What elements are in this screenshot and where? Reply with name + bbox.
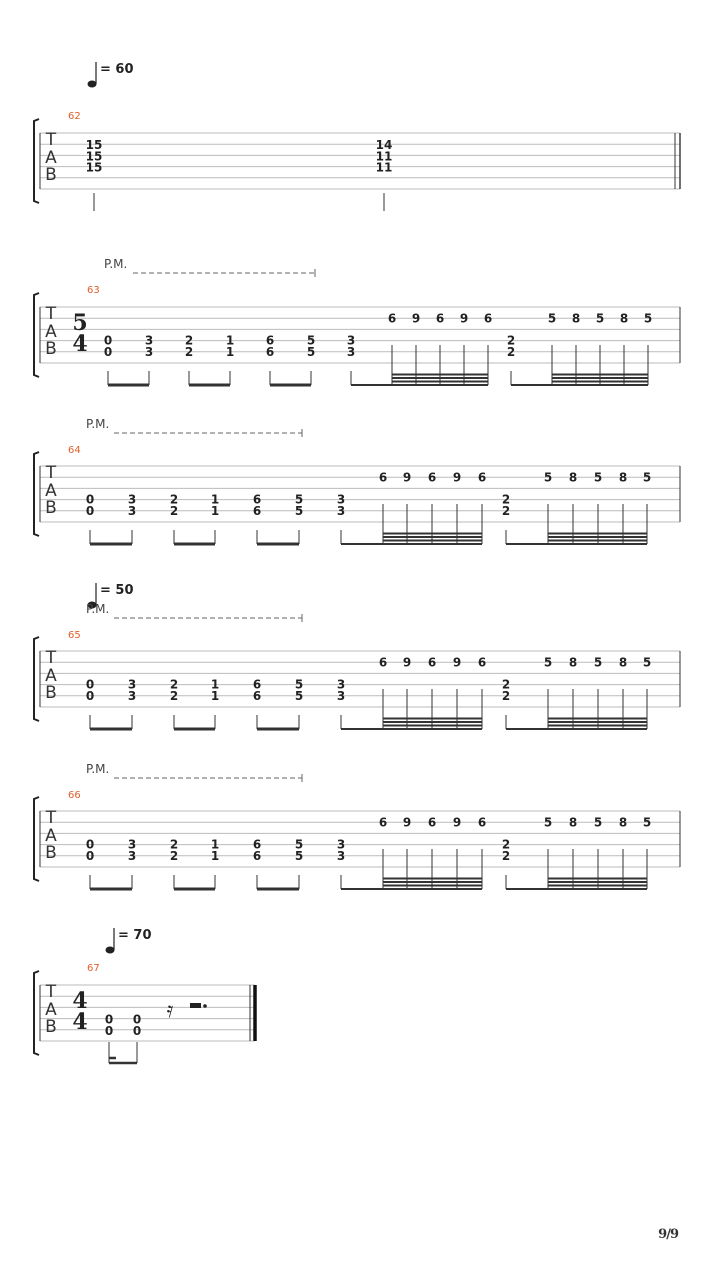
time-signature-bottom: 4 [72,1009,88,1035]
fret-number: 9 [459,311,469,326]
tab-clef-t: T [45,982,57,1002]
fret-number: 1 [210,677,220,692]
tab-clef-t: T [45,648,57,668]
tab-clef-b: B [45,498,57,518]
fret-number: 9 [452,815,462,830]
fret-number: 15 [85,160,103,175]
fret-number: 0 [104,1012,114,1027]
fret-number: 0 [132,1012,142,1027]
fret-number: 9 [411,311,421,326]
fret-number: 6 [378,470,388,485]
fret-number: 5 [294,503,304,518]
fret-number: 3 [346,344,356,359]
fret-number: 5 [595,311,605,326]
measure-number: 64 [68,445,81,456]
fret-number: 9 [452,655,462,670]
fret-number: 2 [501,492,511,507]
fret-number: 9 [452,470,462,485]
fret-number: 6 [378,655,388,670]
fret-number: 6 [477,815,487,830]
fret-number: 9 [402,815,412,830]
fret-number: 6 [477,655,487,670]
system-bracket [34,637,39,721]
tab-clef-t: T [45,130,57,150]
time-signature-top: 4 [72,988,88,1014]
fret-number: 2 [169,677,179,692]
fret-number: 8 [568,655,578,670]
fret-number: 2 [169,688,179,703]
fret-number: 6 [265,333,275,348]
fret-number: 3 [346,333,356,348]
fret-number: 8 [571,311,581,326]
fret-number: 8 [619,311,629,326]
fret-number: 5 [543,470,553,485]
fret-number: 8 [618,655,628,670]
tab-clef-a: A [45,481,57,501]
system-bracket [34,971,39,1055]
fret-number: 6 [378,815,388,830]
fret-number: 2 [506,333,516,348]
fret-number: 2 [501,688,511,703]
fret-number: 1 [210,848,220,863]
fret-number: 6 [252,837,262,852]
tab-clef-t: T [45,304,57,324]
fret-number: 3 [336,503,346,518]
fret-number: 5 [294,492,304,507]
fret-number: 5 [547,311,557,326]
fret-number: 0 [103,333,113,348]
fret-number: 6 [252,688,262,703]
fret-number: 8 [618,470,628,485]
fret-number: 3 [127,848,137,863]
fret-number: 0 [85,503,95,518]
fret-number: 5 [543,815,553,830]
fret-number: 5 [642,655,652,670]
tempo-label: = 50 [100,583,134,598]
fret-number: 0 [132,1023,142,1038]
fret-number: 5 [593,815,603,830]
fret-number: 1 [210,837,220,852]
fret-number: 6 [265,344,275,359]
fret-number: 0 [85,677,95,692]
measure-number: 66 [68,790,81,801]
fret-number: 3 [336,677,346,692]
fret-number: 3 [127,492,137,507]
tab-clef-a: A [45,666,57,686]
fret-number: 0 [85,837,95,852]
fret-number: 6 [427,815,437,830]
fret-number: 2 [169,492,179,507]
fret-number: 5 [294,677,304,692]
fret-number: 1 [210,688,220,703]
tempo-label: = 60 [100,62,134,77]
fret-number: 6 [427,655,437,670]
fret-number: 5 [593,655,603,670]
fret-number: 0 [85,848,95,863]
palm-mute-label: P.M. [104,257,128,271]
fret-number: 6 [252,503,262,518]
fret-number: 3 [144,344,154,359]
tab-clef-a: A [45,826,57,846]
tab-clef-a: A [45,148,57,168]
fret-number: 2 [184,344,194,359]
fret-number: 3 [144,333,154,348]
fret-number: 1 [225,344,235,359]
tab-clef-t: T [45,463,57,483]
fret-number: 3 [127,688,137,703]
fret-number: 6 [435,311,445,326]
tab-clef-a: A [45,1000,57,1020]
fret-number: 1 [210,503,220,518]
tab-clef-b: B [45,339,57,359]
fret-number: 5 [294,837,304,852]
fret-number: 3 [336,837,346,852]
fret-number: 1 [210,492,220,507]
palm-mute-label: P.M. [86,762,110,776]
fret-number: 0 [103,344,113,359]
time-signature-top: 5 [72,310,88,336]
tab-clef-b: B [45,843,57,863]
fret-number: 8 [568,470,578,485]
fret-number: 6 [427,470,437,485]
fret-number: 14 [375,138,393,153]
tab-clef-b: B [45,683,57,703]
tab-clef-t: T [45,808,57,828]
fret-number: 5 [294,848,304,863]
rest-dot [203,1004,207,1008]
fret-number: 3 [127,837,137,852]
fret-number: 8 [618,815,628,830]
fret-number: 3 [336,688,346,703]
page-number: 9/9 [658,1227,678,1242]
fret-number: 0 [104,1023,114,1038]
fret-number: 3 [336,848,346,863]
fret-number: 2 [169,848,179,863]
fret-number: 8 [568,815,578,830]
fret-number: 15 [85,149,103,164]
fret-number: 6 [252,492,262,507]
fret-number: 3 [336,492,346,507]
fret-number: 6 [252,677,262,692]
fret-number: 6 [477,470,487,485]
fret-number: 6 [387,311,397,326]
system-bracket [34,452,39,536]
palm-mute-label: P.M. [86,602,110,616]
tab-clef-b: B [45,165,57,185]
fret-number: 2 [501,837,511,852]
fret-number: 5 [306,344,316,359]
measure-number: 67 [87,963,100,974]
system-bracket [34,797,39,881]
measure-number: 62 [68,111,81,122]
fret-number: 5 [593,470,603,485]
fret-number: 2 [501,677,511,692]
measure-number: 65 [68,630,81,641]
fret-number: 5 [294,688,304,703]
fret-number: 0 [85,688,95,703]
palm-mute-label: P.M. [86,417,110,431]
fret-number: 5 [642,470,652,485]
fret-number: 11 [375,149,393,164]
tempo-label: = 70 [118,928,152,943]
time-signature-bottom: 4 [72,331,88,357]
fret-number: 2 [501,848,511,863]
fret-number: 5 [306,333,316,348]
fret-number: 2 [184,333,194,348]
fret-number: 11 [375,160,393,175]
fret-number: 5 [643,311,653,326]
fret-number: 2 [506,344,516,359]
tab-clef-b: B [45,1017,57,1037]
tab-clef-a: A [45,322,57,342]
system-bracket [34,119,39,203]
fret-number: 9 [402,655,412,670]
sixteenth-rest-icon: 𝄿 [166,998,174,1023]
fret-number: 5 [543,655,553,670]
fret-number: 15 [85,138,103,153]
fret-number: 2 [169,837,179,852]
fret-number: 5 [642,815,652,830]
half-rest-icon [190,1003,201,1008]
fret-number: 6 [252,848,262,863]
system-bracket [34,293,39,377]
fret-number: 6 [483,311,493,326]
fret-number: 3 [127,677,137,692]
fret-number: 2 [501,503,511,518]
fret-number: 9 [402,470,412,485]
measure-number: 63 [87,285,100,296]
fret-number: 0 [85,492,95,507]
fret-number: 1 [225,333,235,348]
fret-number: 2 [169,503,179,518]
fret-number: 3 [127,503,137,518]
